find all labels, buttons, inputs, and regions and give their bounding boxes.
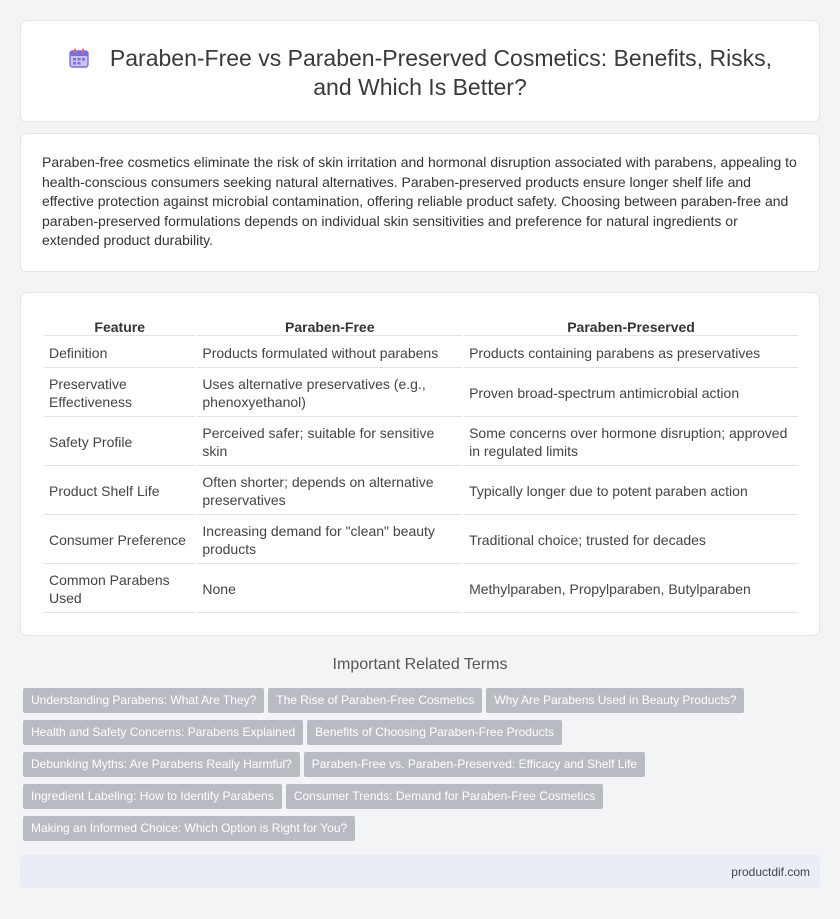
table-header-row [44, 316, 798, 336]
row-feature-cell: Safety Profile [44, 419, 195, 466]
row-paraben-free-cell: Often shorter; depends on alternative preservatives [197, 468, 462, 515]
comparison-card [20, 292, 820, 636]
row-feature-cell: Consumer Preference [44, 517, 195, 564]
footer-site-link[interactable]: productdif.com [731, 865, 810, 879]
row-paraben-free-cell: None [197, 566, 462, 613]
row-feature-cell: Preservative Effectiveness [44, 370, 195, 417]
related-term-tag[interactable]: Understanding Parabens: What Are They? [23, 688, 264, 713]
related-term-tag[interactable]: The Rise of Paraben-Free Cosmetics [268, 688, 482, 713]
related-term-tag[interactable]: Making an Informed Choice: Which Option is Right for You? [23, 816, 355, 841]
related-term-tag[interactable]: Paraben-Free vs. Paraben-Preserved: Efficacy and Shelf Life [304, 752, 645, 777]
column-header-paraben-free: Paraben-Free [197, 316, 462, 336]
tag-row [23, 816, 823, 848]
related-term-tag[interactable]: Consumer Trends: Demand for Paraben-Free Cosmetics [286, 784, 603, 809]
table-row [44, 370, 798, 417]
title-card [20, 20, 820, 122]
page-title: Paraben-Free vs Paraben-Preserved Cosmetics: Benefits, Risks, and Which Is Better? [109, 45, 773, 100]
related-term-tag[interactable]: Benefits of Choosing Paraben-Free Products [307, 720, 562, 745]
row-paraben-preserved-cell: Methylparaben, Propylparaben, Butylparaben [464, 566, 798, 613]
intro-paragraph: Paraben-free cosmetics eliminate the risk of skin irritation and hormonal disruption associated with parabens, appealing to health-conscious consumers seeking natural alternatives. Paraben-preserved products ensure longer shelf life and effective protection against microbial contamination, offering reliable product safety. Choosing between paraben-free and paraben-preserved formulations depends on individual skin sensitivities and preference for natural ingredients or extended product durability. [42, 154, 797, 248]
table-row [44, 566, 798, 613]
row-paraben-preserved-cell: Products containing parabens as preservatives [464, 338, 798, 368]
tag-row [23, 752, 823, 784]
comparison-table [42, 314, 800, 615]
row-paraben-preserved-cell: Some concerns over hormone disruption; approved in regulated limits [464, 419, 798, 466]
row-paraben-preserved-cell: Traditional choice; trusted for decades [464, 517, 798, 564]
table-row [44, 338, 798, 368]
related-terms-heading: Important Related Terms [332, 656, 508, 673]
row-feature-cell: Common Parabens Used [44, 566, 195, 613]
row-paraben-free-cell: Increasing demand for "clean" beauty products [197, 517, 462, 564]
calendar-icon [68, 47, 90, 69]
related-term-tag[interactable]: Ingredient Labeling: How to Identify Parabens [23, 784, 282, 809]
tag-row [23, 688, 823, 720]
table-row [44, 468, 798, 515]
tag-row [23, 720, 823, 752]
related-term-tag[interactable]: Debunking Myths: Are Parabens Really Harmful? [23, 752, 300, 777]
row-feature-cell: Product Shelf Life [44, 468, 195, 515]
row-paraben-free-cell: Perceived safer; suitable for sensitive skin [197, 419, 462, 466]
page-title-wrap [21, 44, 819, 102]
column-header-paraben-preserved: Paraben-Preserved [464, 316, 798, 336]
table-row [44, 419, 798, 466]
related-term-tag[interactable]: Health and Safety Concerns: Parabens Explained [23, 720, 303, 745]
row-feature-cell: Definition [44, 338, 195, 368]
intro-card [20, 133, 820, 272]
table-row [44, 517, 798, 564]
footer-bar [20, 855, 820, 888]
row-paraben-free-cell: Uses alternative preservatives (e.g., phenoxyethanol) [197, 370, 462, 417]
related-terms-list [23, 688, 823, 848]
row-paraben-preserved-cell: Typically longer due to potent paraben action [464, 468, 798, 515]
tag-row [23, 784, 823, 816]
column-header-feature: Feature [44, 316, 195, 336]
related-term-tag[interactable]: Why Are Parabens Used in Beauty Products? [486, 688, 744, 713]
row-paraben-free-cell: Products formulated without parabens [197, 338, 462, 368]
row-paraben-preserved-cell: Proven broad-spectrum antimicrobial action [464, 370, 798, 417]
